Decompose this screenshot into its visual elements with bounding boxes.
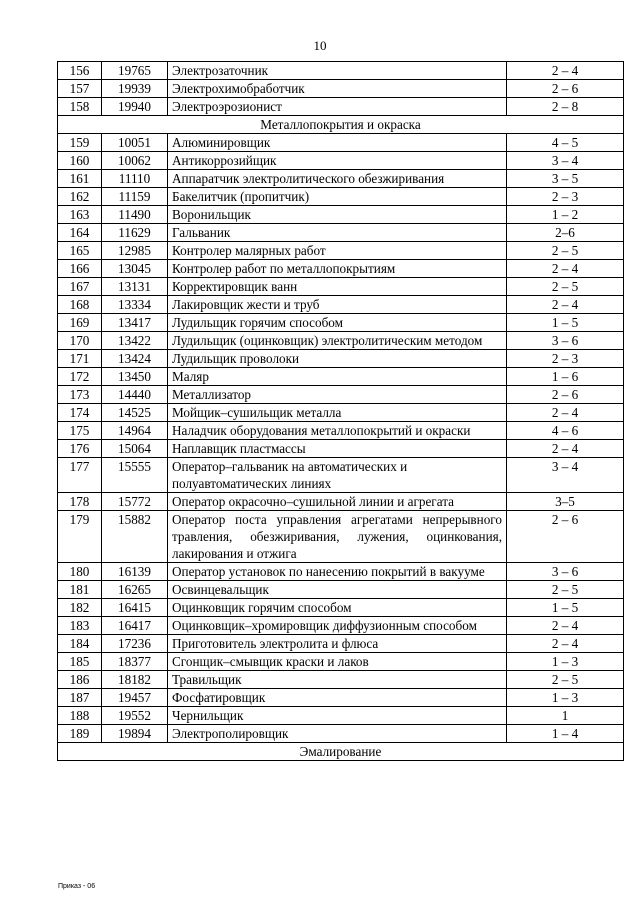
table-row [58,725,624,743]
table-row [58,170,624,188]
profession-name: Корректировщик ванн [168,278,507,296]
grade-range: 2 – 4 [507,635,624,653]
row-number: 189 [58,725,102,743]
row-number: 170 [58,332,102,350]
profession-name: Контролер работ по металлопокрытиям [168,260,507,278]
table-row [58,242,624,260]
section-header-row [58,743,624,761]
profession-code: 19457 [102,689,168,707]
grade-range: 2 – 4 [507,617,624,635]
profession-code: 11490 [102,206,168,224]
grade-range: 1 – 2 [507,206,624,224]
row-number: 175 [58,422,102,440]
grade-range: 2 – 6 [507,80,624,98]
profession-code: 13424 [102,350,168,368]
grade-range: 2 – 5 [507,242,624,260]
grade-range: 3 – 6 [507,332,624,350]
row-number: 176 [58,440,102,458]
profession-code: 13045 [102,260,168,278]
profession-code: 13422 [102,332,168,350]
row-number: 165 [58,242,102,260]
row-number: 167 [58,278,102,296]
profession-code: 17236 [102,635,168,653]
row-number: 188 [58,707,102,725]
row-number: 171 [58,350,102,368]
grade-range: 3 – 5 [507,170,624,188]
profession-code: 14964 [102,422,168,440]
row-number: 172 [58,368,102,386]
row-number: 186 [58,671,102,689]
table-row [58,599,624,617]
grade-range: 1 – 5 [507,314,624,332]
profession-code: 16265 [102,581,168,599]
grade-range: 2 – 4 [507,62,624,80]
footer-note: Приказ - 06 [58,883,96,890]
table-row [58,653,624,671]
row-number: 169 [58,314,102,332]
table-row [58,152,624,170]
profession-name: Оператор поста управления агрегатами непрерывного травления, обезжиривания, лужения, оцинкования, лакирования и отжига [168,511,507,563]
profession-name: Бакелитчик (пропитчик) [168,188,507,206]
profession-name: Воронильщик [168,206,507,224]
profession-code: 19552 [102,707,168,725]
row-number: 178 [58,493,102,511]
profession-name: Электрозаточник [168,62,507,80]
table-row [58,493,624,511]
section-title: Металлопокрытия и окраска [58,116,624,134]
profession-name: Мойщик–сушильщик металла [168,404,507,422]
grade-range: 1 – 3 [507,653,624,671]
row-number: 180 [58,563,102,581]
page-number: 10 [313,38,327,53]
profession-name: Приготовитель электролита и флюса [168,635,507,653]
profession-code: 14525 [102,404,168,422]
table-row [58,689,624,707]
grade-range: 3 – 4 [507,458,624,493]
profession-name: Аппаратчик электролитического обезжиривания [168,170,507,188]
table-row [58,296,624,314]
grade-range: 1 – 5 [507,599,624,617]
profession-code: 11110 [102,170,168,188]
profession-code: 11629 [102,224,168,242]
professions-table-body [58,62,624,761]
grade-range: 2 – 4 [507,440,624,458]
grade-range: 2 – 5 [507,581,624,599]
profession-code: 15882 [102,511,168,563]
profession-name: Сгонщик–смывщик краски и лаков [168,653,507,671]
profession-code: 16417 [102,617,168,635]
row-number: 164 [58,224,102,242]
grade-range: 3 – 4 [507,152,624,170]
profession-name: Контролер малярных работ [168,242,507,260]
profession-code: 19894 [102,725,168,743]
profession-code: 19765 [102,62,168,80]
table-row [58,404,624,422]
profession-name: Электрохимобработчик [168,80,507,98]
table-row [58,80,624,98]
profession-code: 13450 [102,368,168,386]
profession-code: 11159 [102,188,168,206]
row-number: 163 [58,206,102,224]
row-number: 159 [58,134,102,152]
row-number: 187 [58,689,102,707]
row-number: 157 [58,80,102,98]
grade-range: 2 – 5 [507,278,624,296]
profession-code: 19939 [102,80,168,98]
profession-name: Лудильщик (оцинковщик) электролитическим методом [168,332,507,350]
row-number: 177 [58,458,102,493]
profession-name: Чернильщик [168,707,507,725]
profession-code: 18182 [102,671,168,689]
profession-name: Металлизатор [168,386,507,404]
table-row [58,98,624,116]
profession-name: Фосфатировщик [168,689,507,707]
grade-range: 2 – 5 [507,671,624,689]
table-row [58,350,624,368]
table-row [58,440,624,458]
table-row [58,422,624,440]
table-row [58,260,624,278]
table-row [58,278,624,296]
grade-range: 2–6 [507,224,624,242]
profession-name: Наплавщик пластмассы [168,440,507,458]
profession-name: Оператор установок по нанесению покрытий в вакууме [168,563,507,581]
grade-range: 2 – 4 [507,260,624,278]
profession-name: Маляр [168,368,507,386]
row-number: 161 [58,170,102,188]
table-row [58,707,624,725]
profession-code: 15064 [102,440,168,458]
table-row [58,635,624,653]
profession-code: 13131 [102,278,168,296]
section-title: Эмалирование [58,743,624,761]
grade-range: 2 – 6 [507,511,624,563]
row-number: 168 [58,296,102,314]
profession-name: Электроэрозионист [168,98,507,116]
grade-range: 3 – 6 [507,563,624,581]
row-number: 174 [58,404,102,422]
table-row [58,314,624,332]
grade-range: 3–5 [507,493,624,511]
grade-range: 2 – 4 [507,404,624,422]
profession-name: Оператор–гальваник на автоматических и полуавтоматических линиях [168,458,507,493]
table-row [58,134,624,152]
table-row [58,62,624,80]
profession-code: 13334 [102,296,168,314]
profession-code: 13417 [102,314,168,332]
row-number: 162 [58,188,102,206]
professions-table [57,61,624,761]
profession-name: Оцинковщик–хромировщик диффузионным способом [168,617,507,635]
table-row [58,563,624,581]
row-number: 166 [58,260,102,278]
profession-code: 12985 [102,242,168,260]
profession-code: 10062 [102,152,168,170]
grade-range: 4 – 5 [507,134,624,152]
table-row [58,617,624,635]
profession-name: Лудильщик проволоки [168,350,507,368]
table-row [58,511,624,563]
grade-range: 2 – 6 [507,386,624,404]
grade-range: 1 [507,707,624,725]
row-number: 158 [58,98,102,116]
profession-code: 14440 [102,386,168,404]
table-row [58,368,624,386]
table-row [58,386,624,404]
row-number: 179 [58,511,102,563]
grade-range: 2 – 8 [507,98,624,116]
profession-name: Травильщик [168,671,507,689]
section-header-row [58,116,624,134]
profession-code: 16415 [102,599,168,617]
grade-range: 2 – 3 [507,188,624,206]
table-row [58,671,624,689]
table-row [58,206,624,224]
row-number: 181 [58,581,102,599]
profession-name: Оператор окрасочно–сушильной линии и агрегата [168,493,507,511]
row-number: 183 [58,617,102,635]
grade-range: 2 – 4 [507,296,624,314]
profession-code: 15772 [102,493,168,511]
table-row [58,458,624,493]
grade-range: 2 – 3 [507,350,624,368]
profession-code: 19940 [102,98,168,116]
table-row [58,224,624,242]
profession-name: Освинцевальщик [168,581,507,599]
profession-name: Гальваник [168,224,507,242]
table-row [58,581,624,599]
row-number: 182 [58,599,102,617]
row-number: 173 [58,386,102,404]
row-number: 184 [58,635,102,653]
profession-code: 15555 [102,458,168,493]
profession-name: Лакировщик жести и труб [168,296,507,314]
grade-range: 4 – 6 [507,422,624,440]
profession-name: Алюминировщик [168,134,507,152]
profession-name: Лудильщик горячим способом [168,314,507,332]
table-row [58,188,624,206]
profession-name: Наладчик оборудования металлопокрытий и окраски [168,422,507,440]
table-row [58,332,624,350]
grade-range: 1 – 3 [507,689,624,707]
row-number: 185 [58,653,102,671]
profession-code: 10051 [102,134,168,152]
profession-name: Электрополировщик [168,725,507,743]
row-number: 160 [58,152,102,170]
profession-code: 18377 [102,653,168,671]
profession-name: Антикоррозийщик [168,152,507,170]
grade-range: 1 – 4 [507,725,624,743]
profession-name: Оцинковщик горячим способом [168,599,507,617]
grade-range: 1 – 6 [507,368,624,386]
profession-code: 16139 [102,563,168,581]
row-number: 156 [58,62,102,80]
